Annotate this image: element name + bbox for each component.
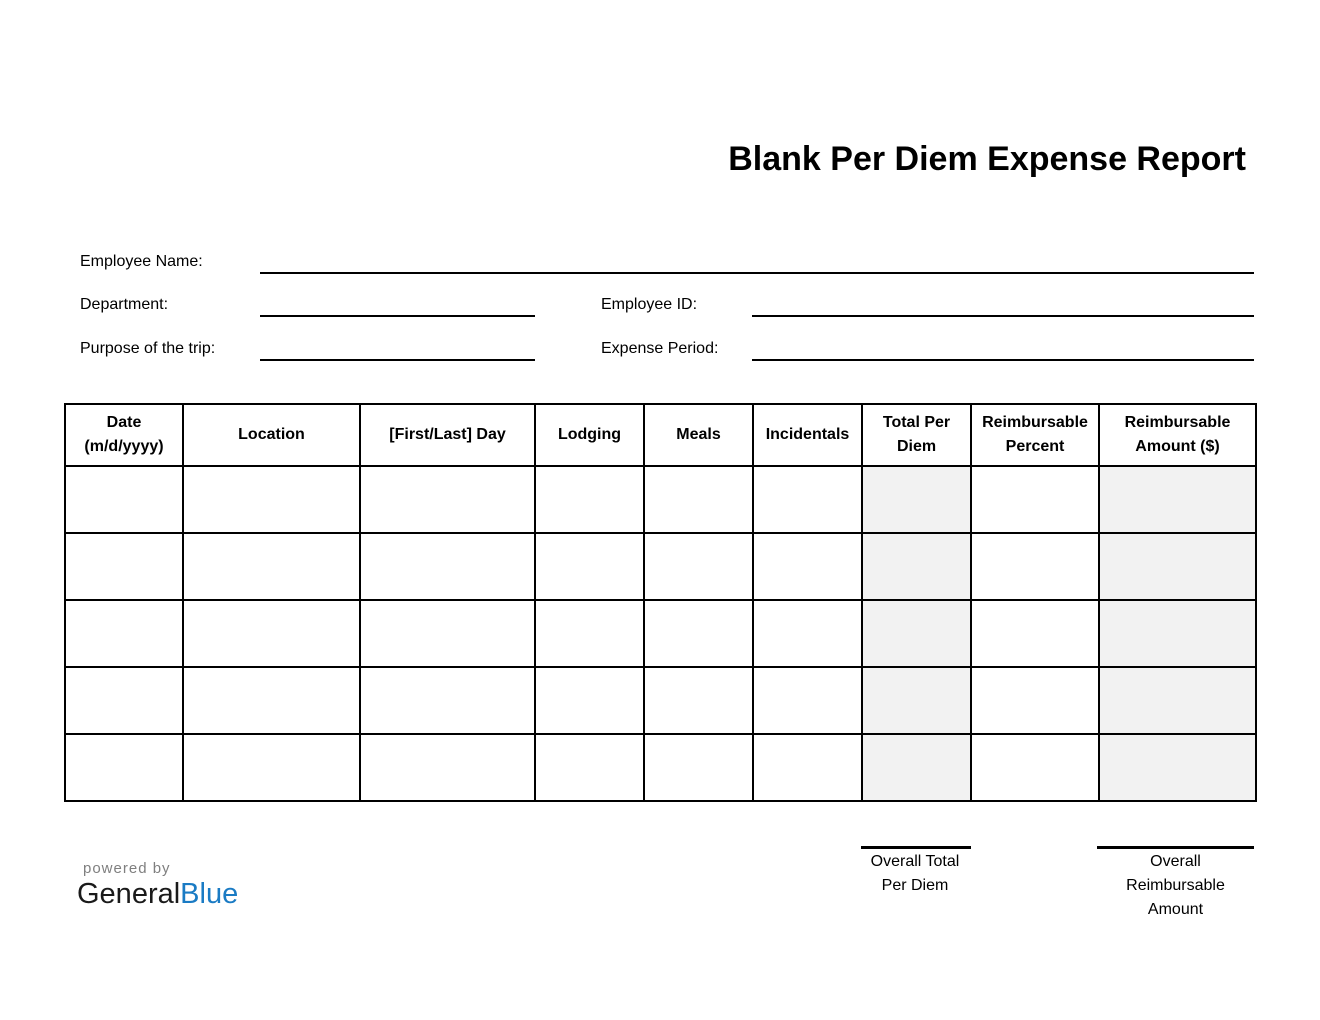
table-header-row	[65, 404, 1256, 466]
table-cell[interactable]	[360, 734, 535, 801]
header-incidentals-label: Incidentals	[765, 426, 850, 443]
powered-by-text: powered by	[83, 860, 171, 877]
table-cell[interactable]	[644, 533, 753, 600]
table-cell[interactable]	[360, 466, 535, 533]
table-cell[interactable]	[360, 533, 535, 600]
table-cell[interactable]	[535, 466, 644, 533]
expense-table	[64, 403, 1257, 802]
page-title: Blank Per Diem Expense Report	[728, 140, 1246, 178]
table-cell[interactable]	[971, 734, 1099, 801]
table-cell[interactable]	[644, 600, 753, 667]
table-cell[interactable]	[1099, 600, 1256, 667]
table-cell[interactable]	[65, 533, 183, 600]
header-reimbursable-amount-label: Reimbursable Amount ($)	[1124, 414, 1231, 455]
table-cell[interactable]	[862, 466, 971, 533]
table-row	[65, 533, 1256, 600]
table-cell[interactable]	[65, 466, 183, 533]
table-cell[interactable]	[183, 734, 360, 801]
table-cell[interactable]	[753, 667, 862, 734]
overall-reimbursable-amount-label: Overall Reimbursable Amount	[1126, 853, 1225, 918]
table-cell[interactable]	[644, 667, 753, 734]
header-lodging	[535, 404, 644, 466]
overall-total-per-diem-line[interactable]	[861, 846, 971, 849]
header-date-label: Date (m/d/yyyy)	[84, 414, 164, 455]
header-first-last-day	[360, 404, 535, 466]
table-row	[65, 734, 1256, 801]
employee-id-field[interactable]	[752, 315, 1254, 317]
table-cell[interactable]	[971, 466, 1099, 533]
table-cell[interactable]	[753, 734, 862, 801]
table-row	[65, 667, 1256, 734]
table-cell[interactable]	[1099, 533, 1256, 600]
department-field[interactable]	[260, 315, 535, 317]
header-reimbursable-percent-label: Reimbursable Percent	[982, 414, 1088, 455]
department-label: Department:	[80, 296, 169, 313]
header-total-per-diem	[862, 404, 971, 466]
table-cell[interactable]	[1099, 734, 1256, 801]
table-cell[interactable]	[183, 533, 360, 600]
table-cell[interactable]	[65, 600, 183, 667]
header-location	[183, 404, 360, 466]
table-cell[interactable]	[862, 667, 971, 734]
table-cell[interactable]	[862, 533, 971, 600]
table-cell[interactable]	[971, 667, 1099, 734]
table-cell[interactable]	[360, 667, 535, 734]
table-cell[interactable]	[862, 734, 971, 801]
header-reimbursable-percent	[971, 404, 1099, 466]
table-cell[interactable]	[971, 600, 1099, 667]
header-incidentals	[753, 404, 862, 466]
header-lodging-label: Lodging	[557, 426, 622, 443]
table-row	[65, 466, 1256, 533]
table-cell[interactable]	[644, 734, 753, 801]
table-cell[interactable]	[753, 466, 862, 533]
table-cell[interactable]	[535, 600, 644, 667]
employee-name-label: Employee Name:	[80, 253, 203, 270]
table-cell[interactable]	[753, 533, 862, 600]
table-cell[interactable]	[183, 667, 360, 734]
table-cell[interactable]	[65, 734, 183, 801]
overall-reimbursable-amount-line[interactable]	[1097, 846, 1254, 849]
table-body	[65, 466, 1256, 801]
table-cell[interactable]	[183, 600, 360, 667]
expense-period-field[interactable]	[752, 359, 1254, 361]
table-cell[interactable]	[753, 600, 862, 667]
header-first-last-day-label: [First/Last] Day	[389, 426, 506, 443]
header-total-per-diem-label: Total Per Diem	[882, 414, 951, 455]
employee-id-label: Employee ID:	[601, 296, 698, 313]
employee-name-field[interactable]	[260, 272, 1254, 274]
table-cell[interactable]	[1099, 667, 1256, 734]
header-meals	[644, 404, 753, 466]
header-location-label: Location	[238, 426, 305, 443]
table-cell[interactable]	[644, 466, 753, 533]
table-cell[interactable]	[862, 600, 971, 667]
table-cell[interactable]	[360, 600, 535, 667]
table-cell[interactable]	[183, 466, 360, 533]
overall-total-per-diem-label: Overall Total Per Diem	[870, 853, 960, 894]
table-cell[interactable]	[65, 667, 183, 734]
purpose-label: Purpose of the trip:	[80, 340, 216, 357]
table-cell[interactable]	[971, 533, 1099, 600]
header-meals-label: Meals	[676, 426, 721, 443]
table-cell[interactable]	[535, 734, 644, 801]
brand-name-blue: Blue	[180, 878, 239, 910]
table-cell[interactable]	[535, 667, 644, 734]
table-cell[interactable]	[1099, 466, 1256, 533]
purpose-field[interactable]	[260, 359, 535, 361]
header-reimbursable-amount	[1099, 404, 1256, 466]
expense-period-label: Expense Period:	[601, 340, 719, 357]
table-row	[65, 600, 1256, 667]
brand-name-general: General	[77, 878, 181, 910]
header-date	[65, 404, 183, 466]
brand-logo	[77, 878, 238, 911]
table-cell[interactable]	[535, 533, 644, 600]
